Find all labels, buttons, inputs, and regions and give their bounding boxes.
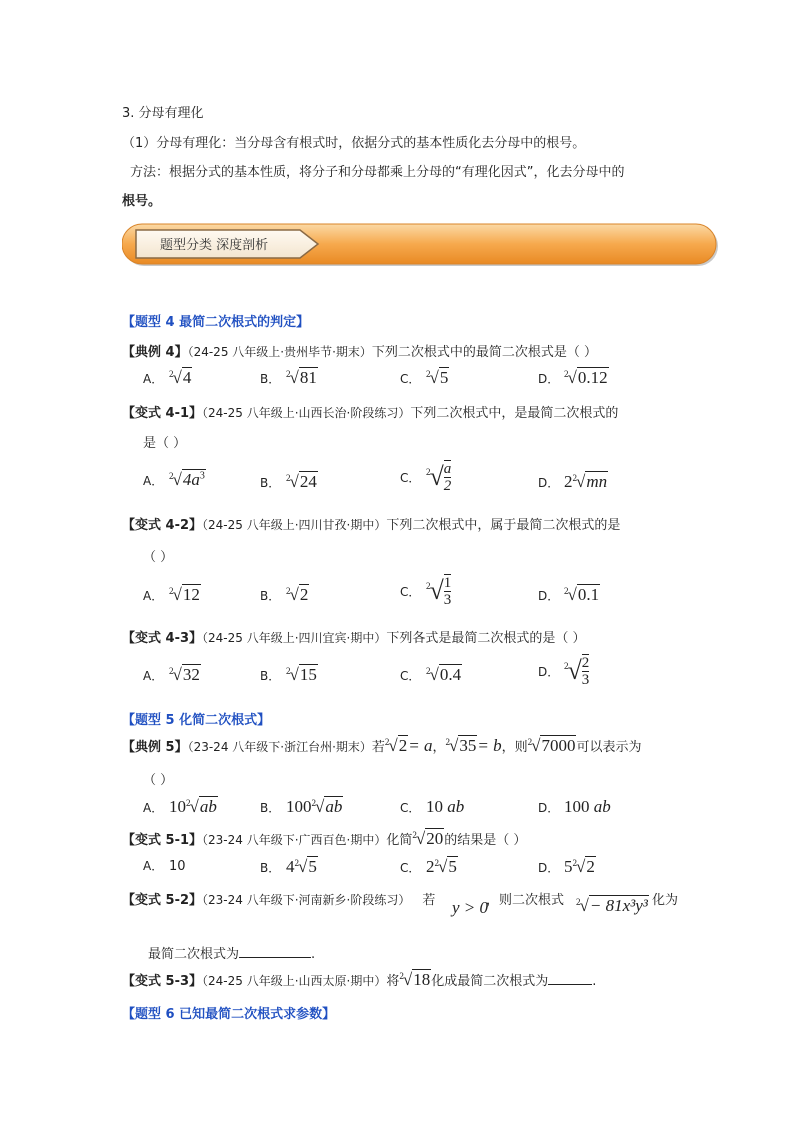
option-d: D． $5^2√2$ xyxy=(538,857,595,876)
question-continuation: （ ） xyxy=(143,773,174,788)
condition-expression: y > 0 xyxy=(452,898,489,917)
variant-4-1-question: 【变式 4-1】（24-25 八年级上·山西长治·阶段练习）下列二次根式中，是最简二次根式的 xyxy=(122,406,619,421)
paragraph-line: 方法：根据分式的基本性质，将分子和分母都乘上分母的“有理化因式”，化去分母中的 xyxy=(130,165,625,180)
variant-5-3-question: 【变式 5-3】（24-25 八年级上·山西太原·期中）将$^2$√18化成最简二次根式为 . xyxy=(122,970,597,989)
type6-heading: 【题型 6 已知最简二次根式求参数】 xyxy=(122,1007,336,1022)
example-5-question: 【典例 5】（23-24 八年级下·浙江台州·期末）若$^2$√2= a，$^2$√35= b，则$^2$√7000可以表示为 xyxy=(122,736,642,755)
example-4-question xyxy=(122,341,597,360)
option-a: A． $^2$√12 xyxy=(143,585,200,604)
option-d: D． $^2$√ $\frac{2}{3}$ xyxy=(538,655,590,688)
option-d: D． 100 ab xyxy=(538,797,611,816)
option-b: B． $100^2√ab$ xyxy=(260,797,343,816)
option-a: A． $^2$√32 xyxy=(143,665,200,684)
question-text: 下列二次根式中的最简二次根式是（ ） xyxy=(371,345,598,360)
variant-4-2-question: 【变式 4-2】（24-25 八年级上·四川甘孜·期中）下列二次根式中，属于最简二次根式的是 xyxy=(122,518,621,533)
variant-5-1-question: 【变式 5-1】（23-24 八年级下·广西百色·期中）化简$^2$√20的结果是（ ） xyxy=(122,829,527,848)
paragraph-line: （1）分母有理化：当分母含有根式时，依据分式的基本性质化去分母中的根号。 xyxy=(122,136,586,151)
option-a: A． $10^2√ab$ xyxy=(143,797,217,816)
type4-heading: 【题型 4 最简二次根式的判定】 xyxy=(122,315,310,330)
section-banner xyxy=(122,222,722,270)
option-d: D． $^2$√0.12 xyxy=(538,368,608,387)
question-source: （24-25 八年级上·贵州毕节·期末） xyxy=(187,345,372,359)
option-b: B． $^2$√2 xyxy=(260,585,309,604)
question-text: ，则二次根式 xyxy=(486,893,565,908)
option-c: C． $^2$√5 xyxy=(400,368,449,387)
option-d: D． $^2$√0.1 xyxy=(538,585,600,604)
question-continuation: （ ） xyxy=(143,550,174,565)
option-b: B． $^2$√81 xyxy=(260,368,317,387)
option-a: A． 10 xyxy=(143,859,186,874)
paragraph-line: 根号。 xyxy=(122,194,162,209)
answer-blank[interactable] xyxy=(548,984,592,985)
answer-blank[interactable] xyxy=(239,957,311,958)
option-c: C． $^2$√ $\frac{1}{3}$ xyxy=(400,575,452,608)
question-continuation: 是（ ） xyxy=(143,436,187,451)
option-b: B． $^2$√15 xyxy=(260,665,317,684)
option-c: C． 10 ab xyxy=(400,797,465,816)
option-c: C． $2^2√5$ xyxy=(400,857,457,876)
banner-title: 题型分类 深度剖析 xyxy=(160,238,269,253)
option-b: B． $4^2√5$ xyxy=(260,857,317,876)
option-b: B． $^2$√24 xyxy=(260,472,317,491)
type5-heading: 【题型 5 化简二次根式】 xyxy=(122,713,271,728)
option-a: A． $^2√4a^3$ xyxy=(143,470,205,489)
option-c: C． $^2$√0.4 xyxy=(400,665,462,684)
question-continuation: 最简二次根式为 . xyxy=(148,947,316,962)
option-a: A． $^2$√4 xyxy=(143,368,192,387)
question-text: 化为 xyxy=(652,893,679,908)
example-tag: 【典例 4】 xyxy=(122,345,188,360)
variant-5-2-question: 【变式 5-2】（23-24 八年级下·河南新乡·阶段练习） 若 xyxy=(122,893,436,908)
radical-expression: $^2$√− 81x³y³ xyxy=(576,896,648,915)
option-c: C． $^2$√ $\frac{a}{2}$ xyxy=(400,461,452,494)
option-d: D． $2^2√mn$ xyxy=(538,472,608,491)
variant-4-3-question: 【变式 4-3】（24-25 八年级上·四川宜宾·期中）下列各式是最简二次根式的是（ ） xyxy=(122,631,586,646)
section-title: 3. 分母有理化 xyxy=(122,106,204,121)
